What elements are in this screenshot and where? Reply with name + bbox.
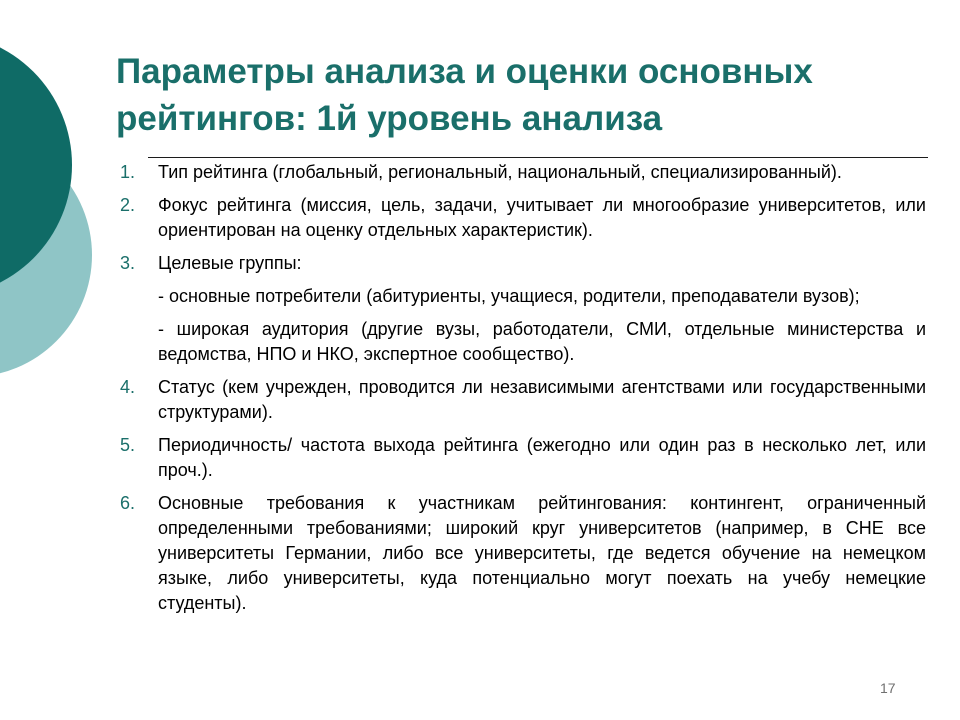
item-text: Статус (кем учрежден, проводится ли независимыми агентствами или государственными структурами). <box>158 377 926 422</box>
item-text: Тип рейтинга (глобальный, региональный, национальный, специализированный). <box>158 162 842 182</box>
list-item <box>120 491 926 616</box>
item-number: 4. <box>120 377 136 397</box>
title-divider <box>148 157 928 158</box>
list-item <box>120 160 926 185</box>
item-text: Фокус рейтинга (миссия, цель, задачи, учитывает ли многообразие университетов, или ориентирован на оценку отдельных характеристик). <box>158 195 926 240</box>
item-number: 3. <box>120 253 136 273</box>
item-number: 6. <box>120 493 136 513</box>
item-text: Целевые группы: <box>158 253 302 273</box>
item-number: 2. <box>120 195 136 215</box>
item-number: 5. <box>120 435 136 455</box>
list-item <box>120 433 926 483</box>
list-item <box>120 375 926 425</box>
list-item <box>120 251 926 276</box>
slide-title: Параметры анализа и оценки основных рейтингов: 1й уровень анализа <box>116 52 813 138</box>
list-item <box>120 193 926 243</box>
item-number: 1. <box>120 162 136 182</box>
sub-item: - широкая аудитория (другие вузы, работодатели, СМИ, отдельные министерства и ведомства, НПО и НКО, экспертное сообщество). <box>158 319 926 364</box>
sub-item: - основные потребители (абитуриенты, учащиеся, родители, преподаватели вузов); <box>158 286 860 306</box>
item-text: Периодичность/ частота выхода рейтинга (ежегодно или один раз в несколько лет, или проч.). <box>158 435 926 480</box>
item-text: Основные требования к участникам рейтингования: контингент, ограниченный определенными требованиями; широкий круг университетов (например, в CHE все университеты Германии, либо все университеты, где ведется обучение на немецком языке, либо университеты, куда потенциально могут поехать на учебу немецкие студенты). <box>158 493 926 613</box>
slide-content <box>120 160 926 624</box>
page-number: 17 <box>880 680 896 696</box>
